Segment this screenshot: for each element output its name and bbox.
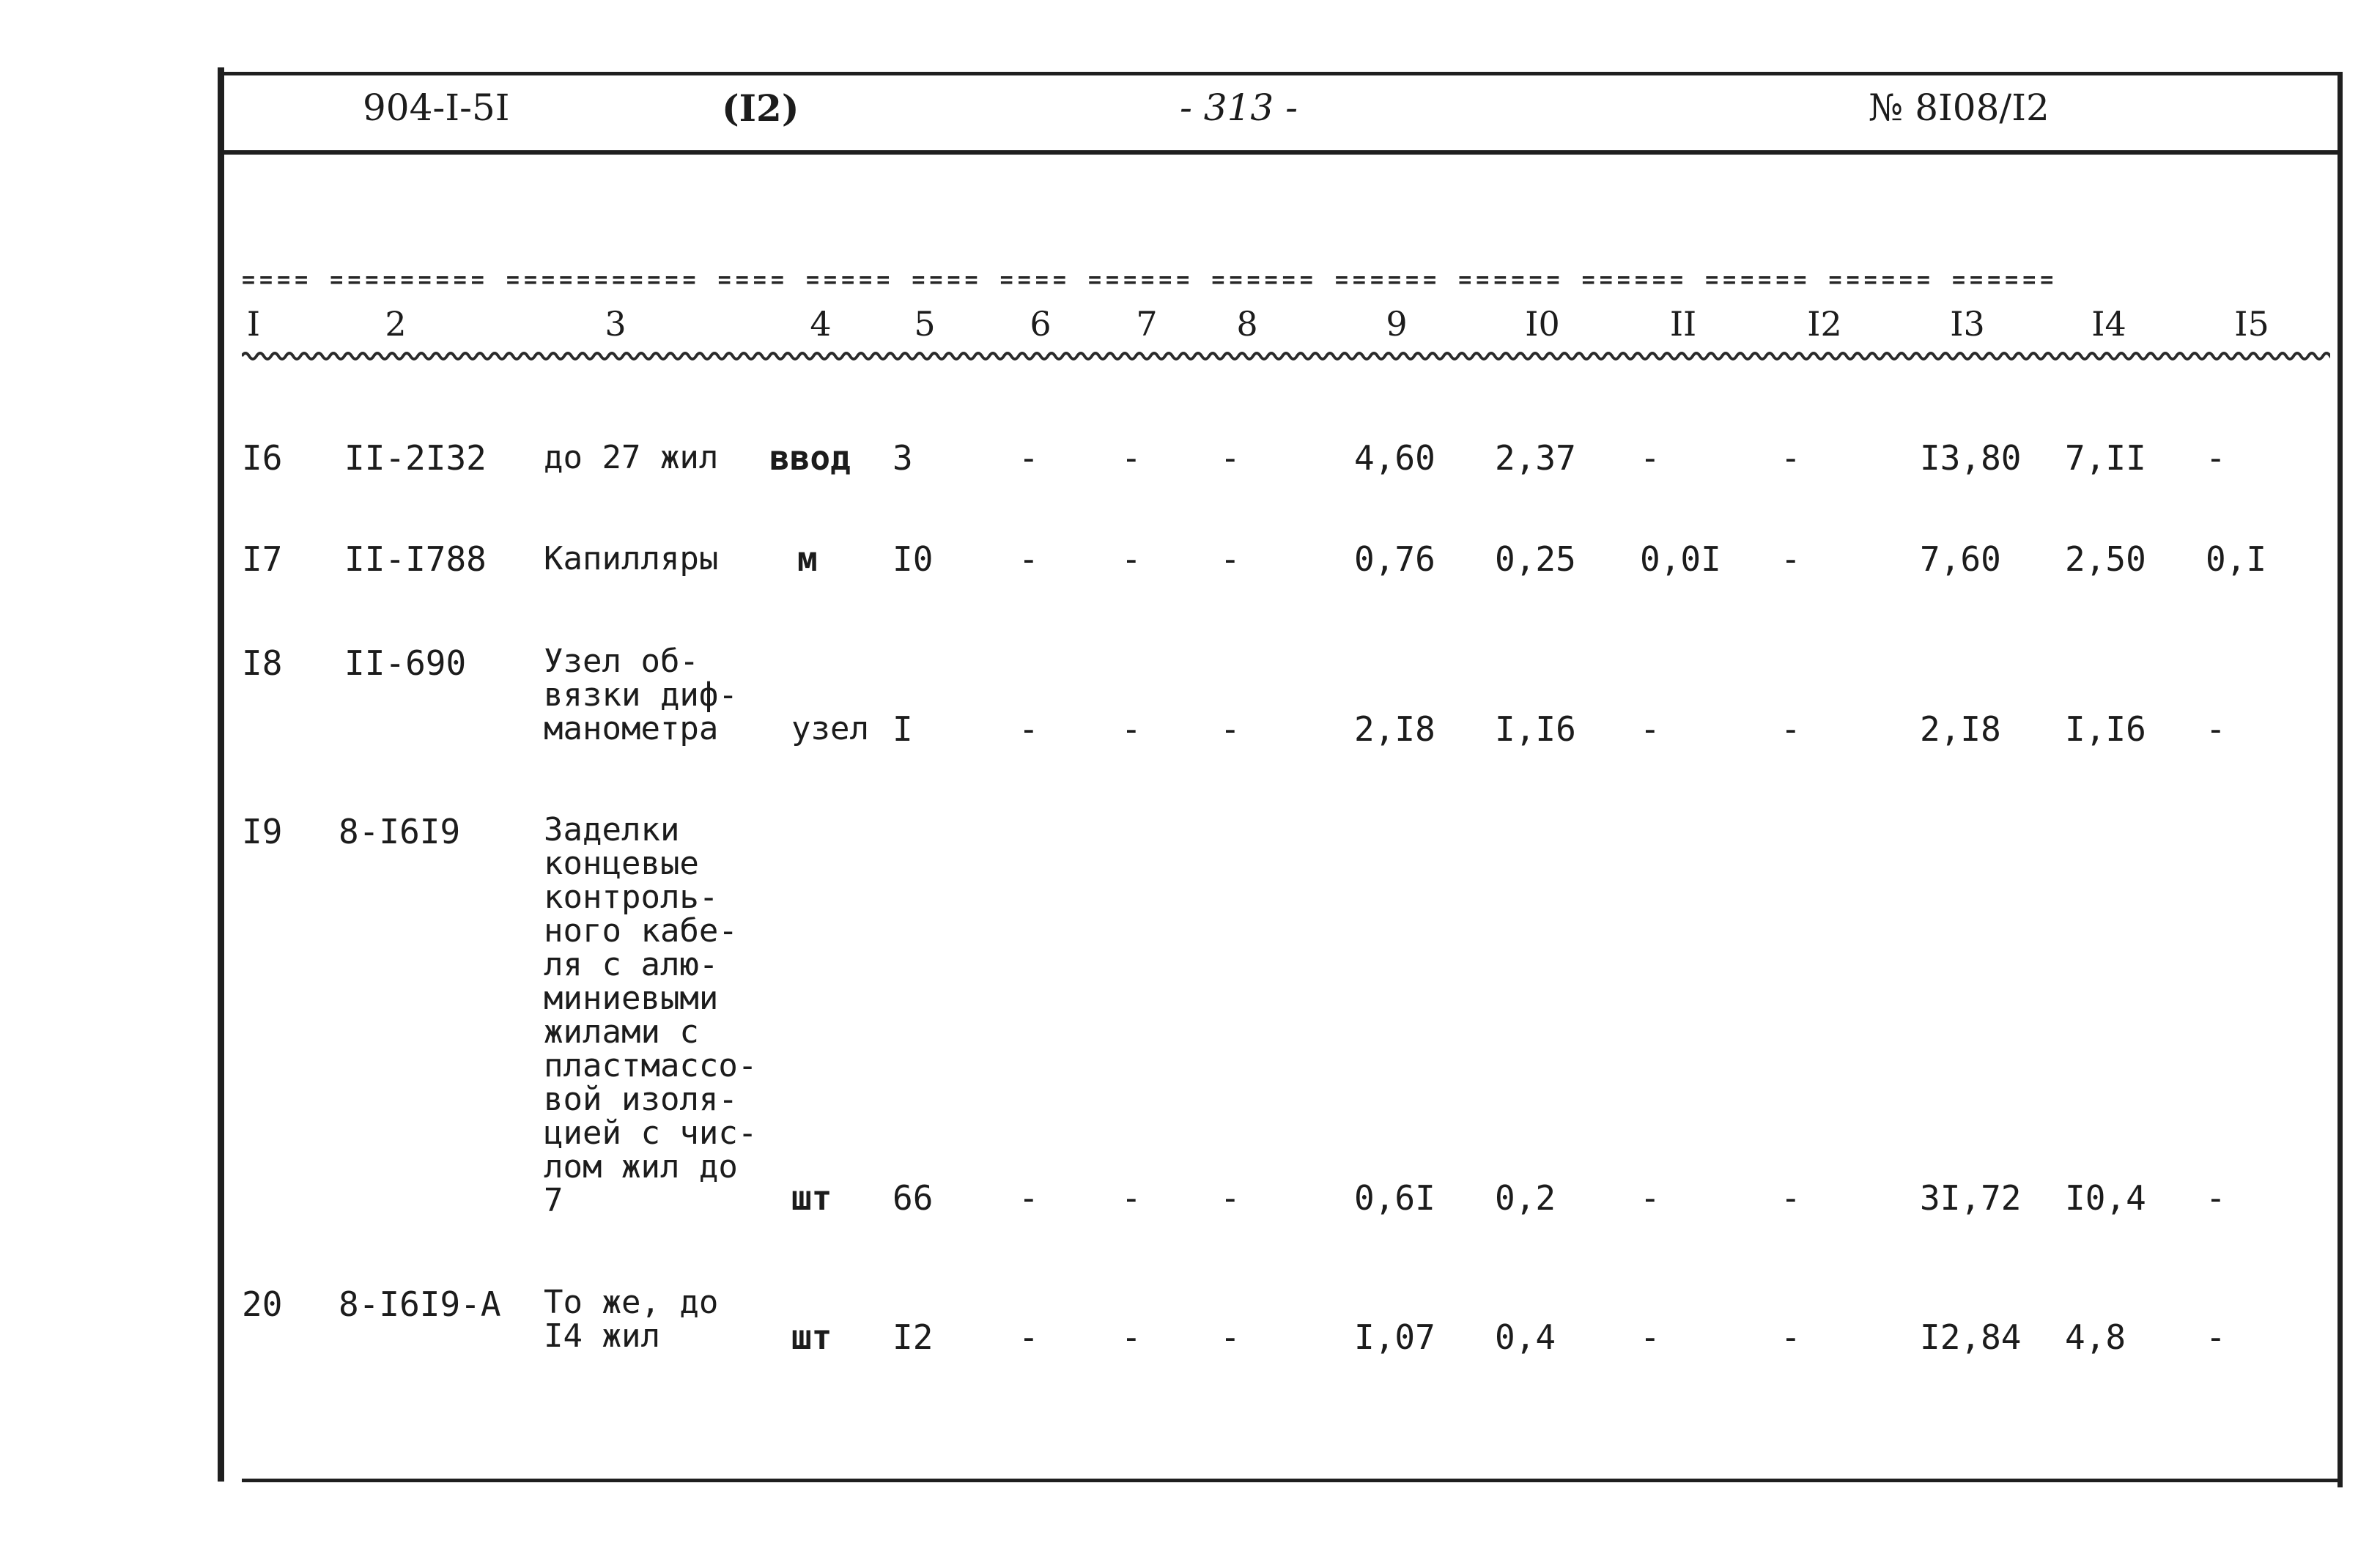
col-num-15: I5 — [2234, 304, 2269, 344]
quantity: I — [892, 709, 913, 749]
col-num-9: 9 — [1386, 304, 1408, 344]
col8-value: - — [1220, 438, 1241, 478]
unit: м — [797, 539, 818, 579]
col7-value: - — [1121, 709, 1142, 749]
col13-value: I2,84 — [1920, 1317, 2022, 1357]
col7-value: - — [1121, 438, 1142, 478]
col10-value: 2,37 — [1495, 438, 1576, 478]
col12-value: - — [1781, 709, 1801, 749]
quantity: 66 — [892, 1178, 934, 1218]
col9-value: I,07 — [1354, 1317, 1435, 1357]
col13-value: 2,I8 — [1920, 709, 2001, 749]
col-num-8: 8 — [1236, 304, 1258, 344]
col6-value: - — [1019, 438, 1039, 478]
description: Заделки концевые контроль- ного кабе- ля с алю- миниевыми жилами с пластмассо- вой изоля- цией с чис- лом жил до 7 — [544, 811, 758, 1219]
unit: узел — [791, 710, 869, 747]
col15-value: - — [2206, 1317, 2226, 1357]
col14-value: 4,8 — [2065, 1317, 2126, 1357]
ref-number: № 8I08/I2 — [1869, 86, 2050, 129]
rate-code: II-690 — [344, 643, 467, 683]
wavy-separator — [242, 347, 2330, 365]
row-number: 20 — [242, 1284, 283, 1324]
col11-value: - — [1640, 438, 1660, 478]
unit: ввод — [769, 438, 851, 478]
col14-value: 2,50 — [2065, 539, 2146, 579]
unit: шт — [791, 1178, 832, 1218]
col7-value: - — [1121, 1178, 1142, 1218]
quantity: I0 — [892, 539, 934, 579]
rate-code: II-2I32 — [344, 438, 487, 478]
quantity: 3 — [892, 438, 913, 478]
page-number: - 313 - — [1180, 86, 1298, 129]
col10-value: 0,2 — [1495, 1178, 1556, 1218]
col6-value: - — [1019, 539, 1039, 579]
col8-value: - — [1220, 539, 1241, 579]
col10-value: 0,25 — [1495, 539, 1576, 579]
col-num-4: 4 — [810, 304, 832, 344]
row-number: I6 — [242, 438, 283, 478]
col-num-12: I2 — [1807, 304, 1842, 344]
col13-value: 3I,72 — [1920, 1178, 2022, 1218]
col14-value: 7,II — [2065, 438, 2146, 478]
col7-value: - — [1121, 1317, 1142, 1357]
col11-value: 0,0I — [1640, 539, 1721, 579]
doc-code: 904-I-5I — [363, 86, 510, 129]
col15-value: - — [2206, 709, 2226, 749]
col10-value: I,I6 — [1495, 709, 1576, 749]
col6-value: - — [1019, 709, 1039, 749]
col-num-10: I0 — [1525, 304, 1560, 344]
rate-code: II-I788 — [344, 539, 487, 579]
col-num-2: 2 — [385, 304, 407, 344]
quantity: I2 — [892, 1317, 934, 1357]
col-num-13: I3 — [1950, 304, 1985, 344]
col15-value: - — [2206, 438, 2226, 478]
rate-code: 8-I6I9 — [339, 812, 461, 851]
col9-value: 0,6I — [1354, 1178, 1435, 1218]
col15-value: 0,I — [2206, 539, 2267, 579]
col12-value: - — [1781, 438, 1801, 478]
col11-value: - — [1640, 1317, 1660, 1357]
col8-value: - — [1220, 709, 1241, 749]
col12-value: - — [1781, 539, 1801, 579]
col12-value: - — [1781, 1317, 1801, 1357]
unit: шт — [791, 1317, 832, 1357]
frame-left-border — [218, 67, 224, 1482]
col8-value: - — [1220, 1317, 1241, 1357]
row-number: I7 — [242, 539, 283, 579]
col7-value: - — [1121, 539, 1142, 579]
rate-code: 8-I6I9-А — [339, 1284, 501, 1324]
col13-value: 7,60 — [1920, 539, 2001, 579]
row-number: I9 — [242, 812, 283, 851]
separator-line: ==== ========= =========== ==== ===== ==== ==== ====== ====== ====== ====== ====== ====== ====== ====== — [242, 267, 2058, 293]
col13-value: I3,80 — [1920, 438, 2022, 478]
col15-value: - — [2206, 1178, 2226, 1218]
col-num-1: I — [246, 304, 261, 344]
description: до 27 жил — [544, 439, 719, 476]
col14-value: I,I6 — [2065, 709, 2146, 749]
frame-bottom-border — [242, 1479, 2339, 1482]
description: То же, до I4 жил — [544, 1284, 719, 1355]
col10-value: 0,4 — [1495, 1317, 1556, 1357]
description: Капилляры — [544, 540, 719, 577]
col-num-14: I4 — [2091, 304, 2126, 344]
col-num-5: 5 — [914, 304, 936, 344]
col6-value: - — [1019, 1178, 1039, 1218]
col12-value: - — [1781, 1178, 1801, 1218]
col-num-6: 6 — [1030, 304, 1052, 344]
description: Узел об- вязки диф- манометра — [544, 643, 738, 747]
col-num-7: 7 — [1136, 304, 1158, 344]
col6-value: - — [1019, 1317, 1039, 1357]
frame-right-border — [2338, 72, 2343, 1487]
col9-value: 2,I8 — [1354, 709, 1435, 749]
col-num-3: 3 — [605, 304, 627, 344]
col9-value: 4,60 — [1354, 438, 1435, 478]
frame-top-border — [220, 72, 2341, 75]
row-number: I8 — [242, 643, 283, 683]
header-divider — [220, 150, 2341, 155]
col11-value: - — [1640, 709, 1660, 749]
col9-value: 0,76 — [1354, 539, 1435, 579]
col11-value: - — [1640, 1178, 1660, 1218]
col-num-11: II — [1669, 304, 1697, 344]
sheet-code: (I2) — [722, 86, 799, 130]
col8-value: - — [1220, 1178, 1241, 1218]
col14-value: I0,4 — [2065, 1178, 2146, 1218]
